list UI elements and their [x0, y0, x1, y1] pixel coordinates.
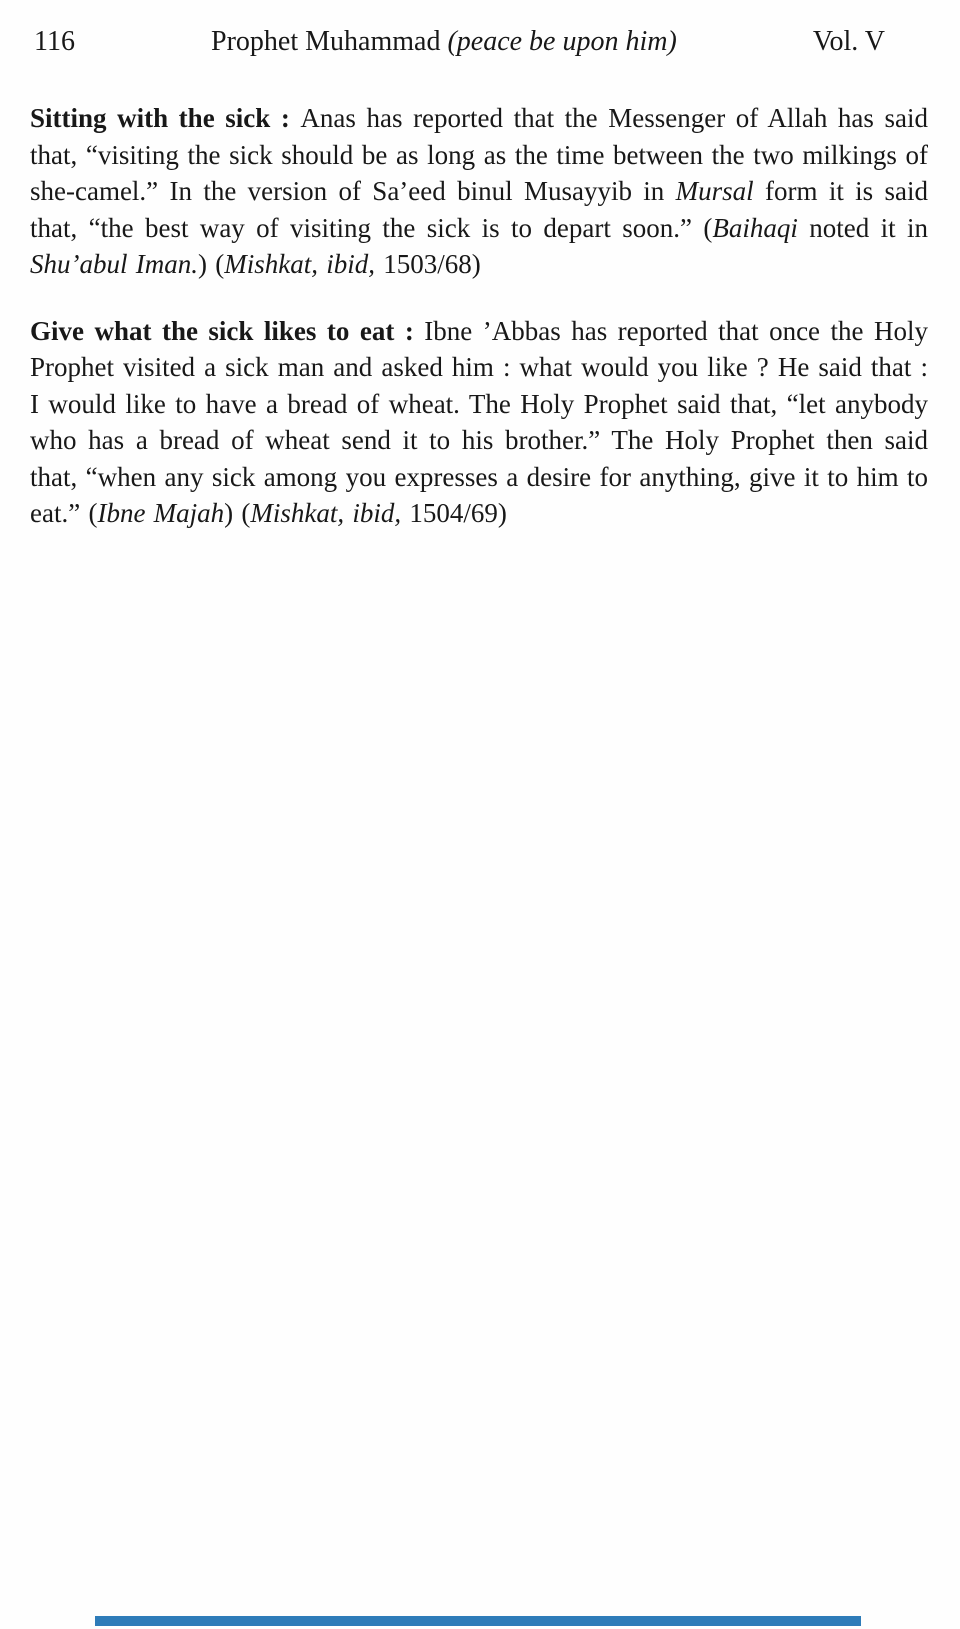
- page-number: 116: [34, 26, 75, 57]
- page-body: [30, 100, 928, 532]
- footer-scan-bar: [95, 1616, 861, 1626]
- paragraph-give-what-the-sick-likes-to-eat: Give what the sick likes to eat : Ibne ’Abbas has reported that once the Holy Prophet visited a sick man and asked him : what would you like ? He said that : I would like to have a bread of wheat. The Holy Prophet said that, “let anybody who has a bread of wheat send it to his brother.” The Holy Prophet then said that, “when any sick among you expresses a desire for anything, give it to him to eat.” (Ibne Majah) (Mishkat, ibid, 1504/69): [30, 315, 928, 528]
- paragraph-sitting-with-the-sick: Sitting with the sick : Anas has reported that the Messenger of Allah has said that, “visiting the sick should be as long as the time between the two milkings of she-camel.” In the version of Sa’eed binul Musayyib in Mursal form it is said that, “the best way of visiting the sick is to depart soon.” (Baihaqi noted it in Shu’abul Iman.) (Mishkat, ibid, 1503/68): [30, 103, 928, 279]
- volume-label: Vol. V: [812, 26, 885, 57]
- running-title: Prophet Muhammad (peace be upon him): [211, 26, 677, 57]
- page-header: [0, 0, 960, 60]
